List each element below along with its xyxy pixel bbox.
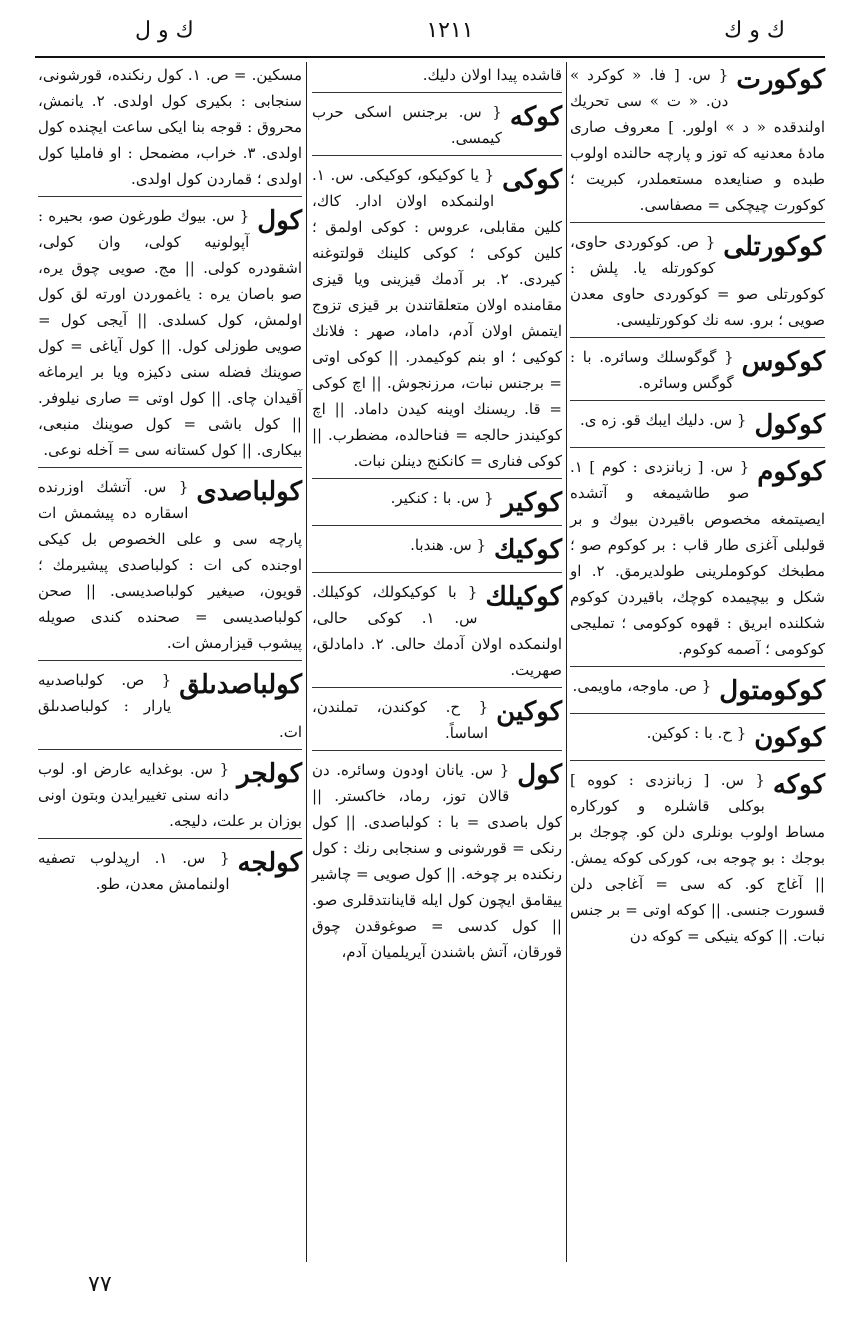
dictionary-entry — [312, 99, 562, 156]
entry-definition: { س. [ فا. « كوكرد » دن. « ت » سى تحريك اولندقده « د » اولور. ] معروف صارى مادهٔ معدنيه كه توز و پارچه حالنده اولوب طبده و صنايعده مستعملدر، كبريت ؛ كوكورت چيچكى = مصفاسى. — [570, 66, 825, 214]
dictionary-entry — [38, 756, 302, 839]
column-middle — [312, 62, 562, 975]
entry-headword: كوكيلك — [485, 582, 562, 612]
entry-headword: كولجر — [237, 759, 302, 789]
entry-headword: كوكيك — [494, 535, 562, 565]
entry-headword: كولباصدى — [196, 477, 302, 507]
header-left-letters: ك و ل — [135, 18, 194, 43]
dictionary-entry — [570, 673, 825, 714]
entry-headword: كول — [257, 206, 302, 236]
header-rule — [35, 56, 825, 58]
dictionary-entry — [570, 454, 825, 667]
header-page-number: ١٢١١ — [426, 18, 474, 43]
dictionary-entry — [570, 407, 825, 448]
dictionary-entry — [38, 845, 302, 901]
header-right-letters: ك و ك — [724, 18, 785, 43]
entry-definition: { س. برجنس اسكى حرب كيمسى. — [312, 103, 502, 147]
entry-definition: { س. آتشك اوزرنده اسقاره ده پيشمش ات پارچه سى و على الخصوص بل كيكى اوجنده كى ات : كولباصدى پيشيرمك ؛ قويون، صيغير كولباصديسى. || صحن كولباصديسى = صحنده كندى صويله پيشوب قيزارمش ات. — [38, 478, 302, 652]
entry-definition: { ح. كوكندن، تملندن، اساساً. — [312, 698, 489, 742]
dictionary-entry — [38, 667, 302, 750]
dictionary-entry — [570, 344, 825, 401]
entry-definition: { س. با : كنكير. — [390, 489, 494, 507]
entry-definition: { ص. ماوجه، ماويمى. — [572, 677, 712, 695]
entry-definition: { س. بوغدايه عارض او. لوب دانه سنى تغييرايدن وبتون اونى بوزان بر علت، دليجه. — [38, 760, 302, 830]
entry-definition: { س. [ زبانزدى : كوم ] ١. صو طاشيمغه و آتشده ايصيتمغه مخصوص باقيردن بيوك و بر قولبلى آغزى طار قاب : بر كوكوم صو ؛ مطبخك كوكوملرينى طولديرمق. ٢. او شكل و بيچيمده كوچك، باقيردن كوكوم شكلنده ابريق : قهوه كوكومى ؛ تمليجى كوكومى ؛ آصمه كوكوم. — [570, 458, 825, 658]
entry-headword: كوكومتول — [719, 676, 825, 706]
dictionary-entry — [570, 62, 825, 223]
entry-definition: { ص. كولباصدىيه يارار : كولباصدىلق ات. — [38, 671, 302, 741]
entry-headword: كوكول — [754, 410, 825, 440]
footer-page-number: ٧٧ — [88, 1272, 112, 1297]
entry-definition: { س. يانان اودون وسائره. دن قالان توز، رماد، خاكستر. || كول باصدى = با : كولباصدى. || كول رنكى = قورشونى و سنجابى رنك : كول رنكنده بر چوخه. || كول صويى = چاشير ييقامق ايچون كول ايله قاينانتدقلرى صو. || كول كدسى = صوغوقدن چوق قورقان، آتش باشندن آيريلميان آدم، — [312, 761, 562, 961]
entry-definition: { گوگوسلك وسائره. با : گوگس وسائره. — [570, 348, 734, 392]
entry-definition: { يا كوكيكو، كوكيكى. س. ١. اولنمكده اولان ادار. كاك، كلين مقابلى، عروس : كوكى اولمق ؛ كلين كوكى ؛ كوكى كلينك قولتوغنه كيردى. ٢. بر آدمك قيزينى ويا قيزى مقامنده اولان متعلقاتندن بر قيزى تزوج ايتمش اولان آدم، داماد، صهر : فلانك كوكيى ؛ او بنم كوكيمدر. || كوكى اوتى = برجنس نبات، مرزنجوش. || اچ كوكى = قا. ريسنك اوينه كيدن داماد. || اچ كوكيندز حالجه = فناحالده، مضطرب. || كوكى فنارى = كانكنج دينلن نبات. — [312, 166, 562, 470]
entry-definition: { س. بيوك طورغون صو، بحيره : آپولونيه كولى، وان كولى، اشقودره كولى. || مج. صويى چوق يره، صو باصان يره : ياغموردن اورته لق كول اولمش، كول كسلدى. || آيجى كول = صويى طوزلى كول. || كول آياغى = كول صوينك فضله سنى دكيزه ويا بر ايرماغه آقيدان چاى. || كول اوتى = صارى نيلوفر. || كول باشى = كول صوينك منبعى، بيكارى. || كول كستانه سى = آخله نوعى. — [38, 207, 302, 459]
dictionary-entry — [38, 474, 302, 661]
entry-definition: { س. دليك ايبك قو. زه ى. — [580, 411, 747, 429]
dictionary-entry — [312, 757, 562, 969]
dictionary-entry — [570, 767, 825, 953]
entry-headword: كوكوم — [757, 457, 825, 487]
dictionary-entry — [312, 162, 562, 479]
dictionary-entry — [312, 579, 562, 688]
entry-definition: قاشده پيدا اولان دليك. — [422, 66, 562, 84]
dictionary-entry — [570, 720, 825, 761]
entry-definition: مسكين. = ص. ١. كول رنكنده، قورشونى، سنجابى : بكيرى كول اولدى. ٢. يانمش، محروق : قوجه بنا ايكى ساعت ايچنده كول اولدى. ٣. خراب، مضمحل : او فامليا كول اولدى ؛ قماردن كول اولدى. — [38, 66, 303, 188]
column-right — [570, 62, 825, 959]
entry-headword: كول — [517, 760, 562, 790]
entry-headword: كوكورتلى — [723, 232, 825, 262]
dictionary-entry — [312, 694, 562, 751]
entry-definition: { س. ١. ارپدلوب تصفيه اولنمامش معدن، طو. — [38, 849, 230, 893]
entry-headword: كوكين — [496, 697, 562, 727]
entry-definition: { س. هندبا. — [410, 536, 487, 554]
entry-headword: كوكى — [502, 165, 562, 195]
entry-definition: { ح. با : كوكين. — [646, 724, 747, 742]
entry-headword: كوكورت — [736, 65, 825, 95]
entry-headword: كوكوس — [741, 347, 825, 377]
column-divider — [566, 62, 567, 1262]
dictionary-entry — [312, 532, 562, 573]
entry-definition: { س. [ زبانزدى : كووه ] بوكلى قاشلره و كوركاره مساط اولوب بونلرى دلن كو. چوجك بر بوجك : بو چوجه بى، كوركى كوكه يمش. || آغاج كو. كه سى = آغاجى دلن قسورت جنسى. || كوكه اوتى = بر جنس نبات. || كوكه ينيكى = كوكه دن — [570, 771, 825, 945]
entry-headword: كولجه — [237, 848, 302, 878]
entry-definition: { ص. كوكوردى حاوى، كوكورتله يا. پلش : كوكورتلى صو = كوكوردى حاوى معدن صويى ؛ برو. سه نك كوكورتليسى. — [570, 233, 825, 329]
dictionary-entry — [312, 485, 562, 526]
dictionary-entry — [312, 62, 562, 93]
dictionary-entry — [570, 229, 825, 338]
entry-headword: كوكون — [754, 723, 825, 753]
dictionary-entry — [38, 203, 302, 468]
column-divider — [306, 62, 307, 1262]
column-left — [38, 62, 302, 907]
page-header — [35, 12, 825, 52]
entry-headword: كولباصدىلق — [179, 670, 302, 700]
entry-headword: كوكه — [772, 770, 825, 800]
entry-headword: كوكير — [501, 488, 562, 518]
entry-definition: { با كوكيكولك، كوكيلك. س. ١. كوكى حالى، اولنمكده اولان آدمك حالى. ٢. دامادلق، صهريت. — [312, 583, 562, 679]
entry-headword: كوكه — [509, 102, 562, 132]
dictionary-entry — [38, 62, 302, 197]
